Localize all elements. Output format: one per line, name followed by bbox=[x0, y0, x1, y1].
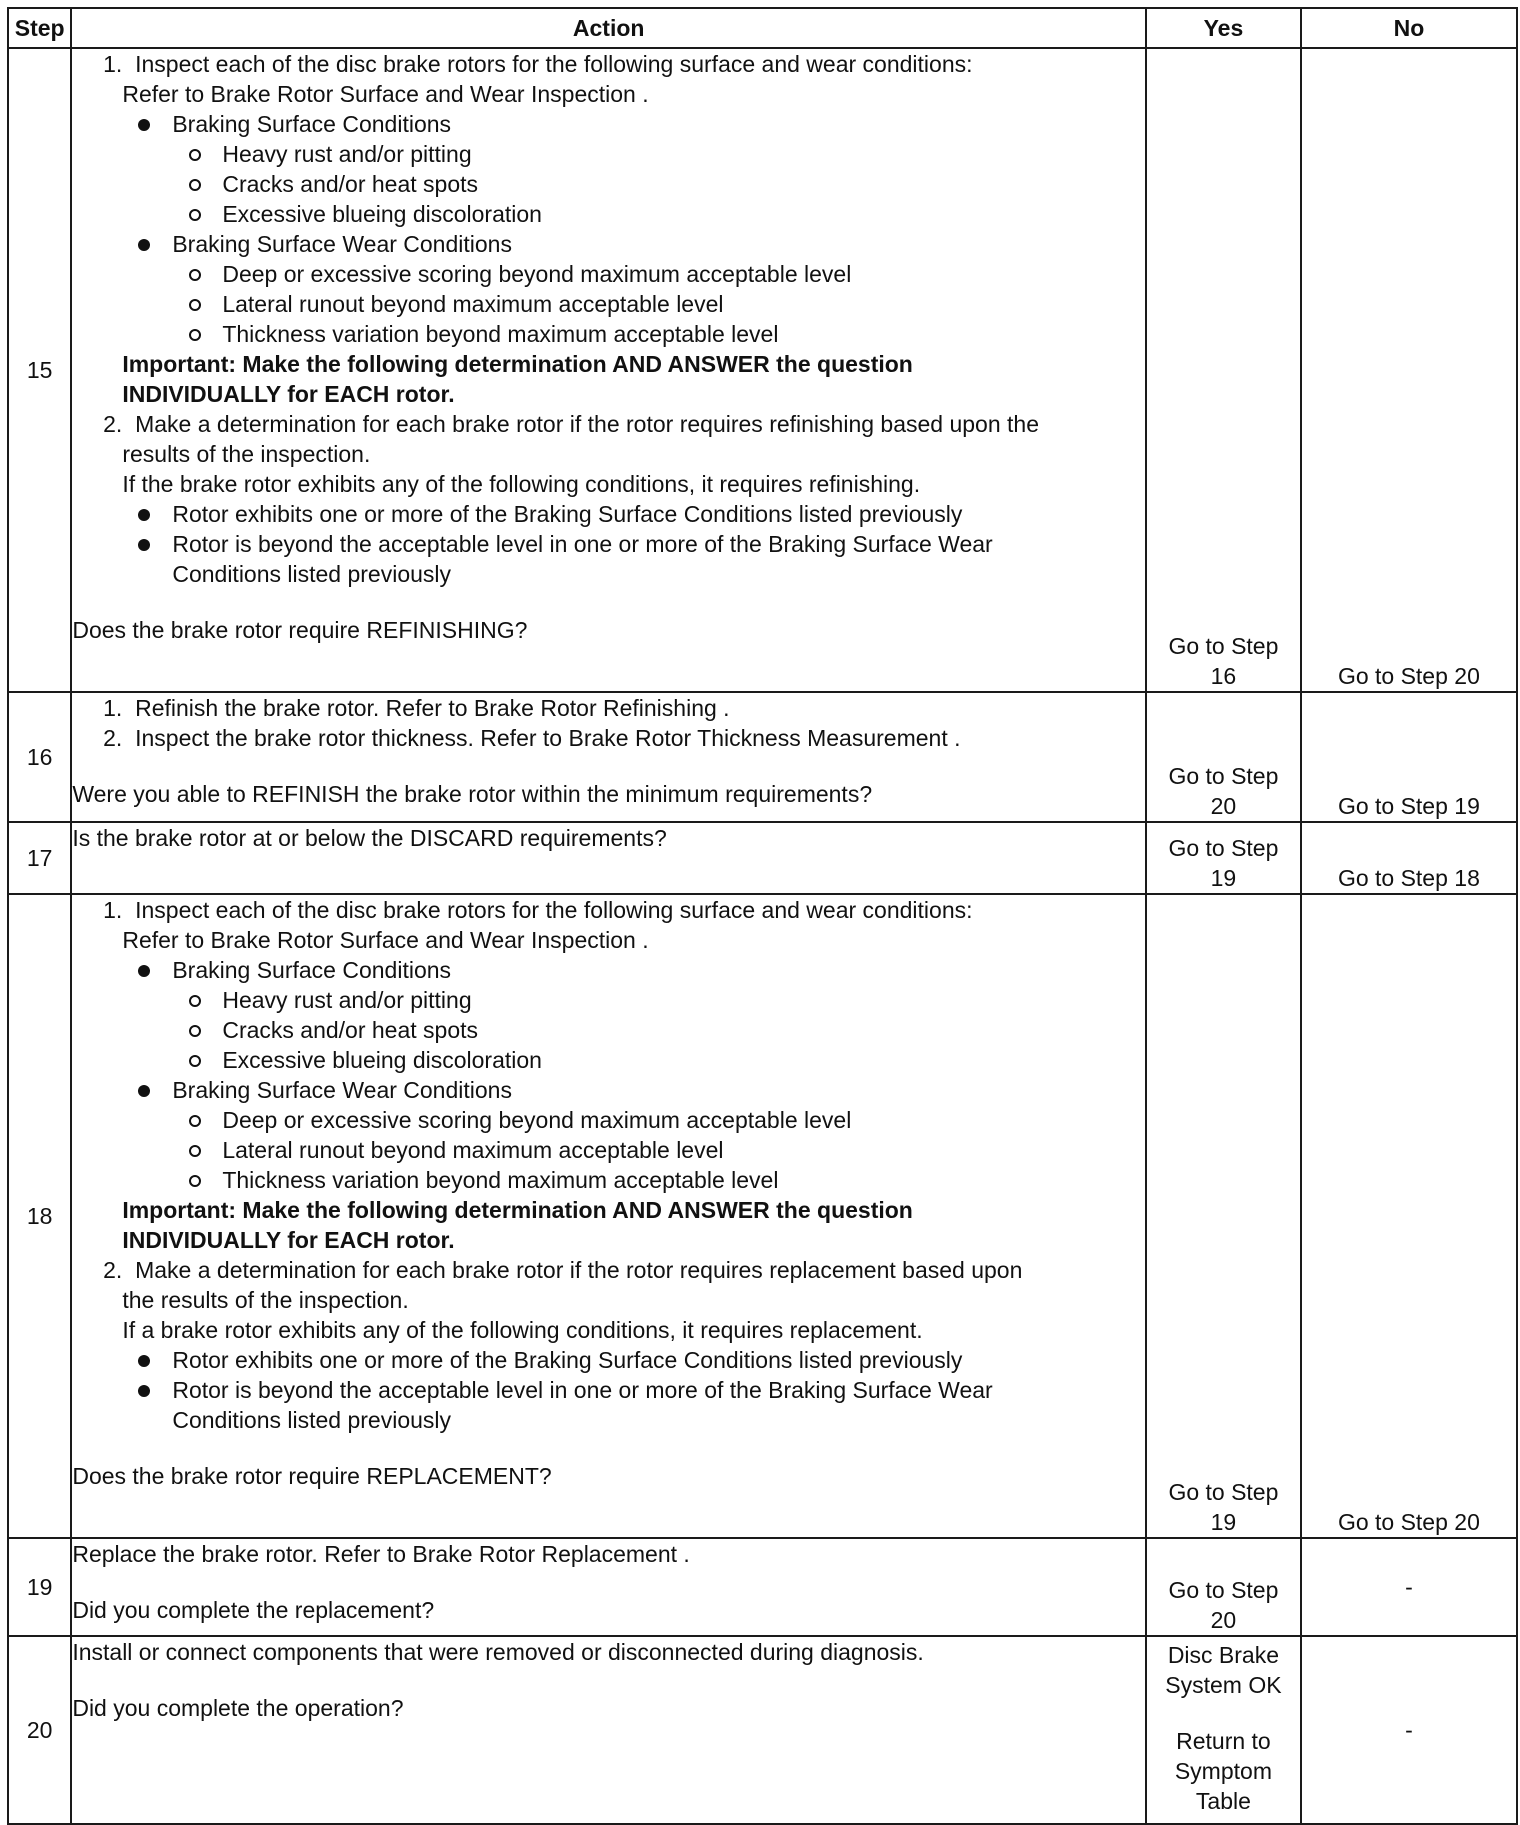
yes-cell bbox=[1146, 1636, 1301, 1824]
important-note-cont: INDIVIDUALLY for EACH rotor. bbox=[122, 381, 455, 407]
yes-text: Table bbox=[1195, 1788, 1251, 1814]
list-item bbox=[72, 1345, 1145, 1375]
bullet-text-cont: Conditions listed previously bbox=[172, 1407, 452, 1433]
list-item bbox=[72, 49, 1145, 79]
item-text-cont: results of the inspection. bbox=[122, 441, 371, 467]
item-text: Inspect each of the disc brake rotors for the following surface and wear conditions: bbox=[135, 897, 973, 923]
item-text-cont: If the brake rotor exhibits any of the following conditions, it requires refinishing. bbox=[122, 471, 921, 497]
item-text: Inspect the brake rotor thickness. Refer to Brake Rotor Thickness Measurement . bbox=[135, 725, 961, 751]
list-item bbox=[72, 955, 1145, 985]
action-cell bbox=[71, 1636, 1146, 1824]
question-text: Does the brake rotor require REFINISHING? bbox=[72, 617, 528, 643]
important-note-cont: INDIVIDUALLY for EACH rotor. bbox=[122, 1227, 455, 1253]
yes-text: Return to bbox=[1176, 1728, 1271, 1754]
bullet-icon bbox=[130, 955, 172, 985]
table-row-step-18 bbox=[8, 894, 1517, 1538]
bullet-text: Cracks and/or heat spots bbox=[222, 171, 479, 197]
list-item bbox=[72, 985, 1145, 1015]
bullet-text: Thickness variation beyond maximum acceptable level bbox=[222, 1167, 779, 1193]
bullet-text: Rotor is beyond the acceptable level in one or more of the Braking Surface Wear bbox=[172, 531, 993, 557]
circle-bullet-icon bbox=[180, 1045, 222, 1075]
bullet-text: Heavy rust and/or pitting bbox=[222, 141, 472, 167]
circle-bullet-icon bbox=[180, 289, 222, 319]
bullet-text: Lateral runout beyond maximum acceptable level bbox=[222, 291, 724, 317]
list-item bbox=[72, 499, 1145, 529]
item-number: 1. bbox=[103, 897, 123, 923]
list-item bbox=[72, 1255, 1145, 1285]
no-cell: Go to Step 20 bbox=[1301, 48, 1517, 692]
list-item bbox=[72, 1165, 1145, 1195]
action-cell bbox=[71, 1538, 1146, 1636]
item-text: Refinish the brake rotor. Refer to Brake Rotor Refinishing . bbox=[135, 695, 730, 721]
list-item bbox=[72, 723, 1145, 753]
yes-text: System OK bbox=[1165, 1672, 1282, 1698]
yes-step: 20 bbox=[1210, 1607, 1237, 1633]
list-item bbox=[72, 1135, 1145, 1165]
circle-bullet-icon bbox=[180, 139, 222, 169]
no-cell: - bbox=[1301, 1538, 1517, 1636]
bullet-icon bbox=[130, 1375, 172, 1405]
step-number: 15 bbox=[8, 48, 71, 692]
circle-bullet-icon bbox=[180, 1015, 222, 1045]
bullet-text: Braking Surface Conditions bbox=[172, 111, 452, 137]
list-item bbox=[72, 229, 1145, 259]
yes-text: Go to Step bbox=[1168, 835, 1279, 861]
yes-cell bbox=[1146, 48, 1301, 692]
header-row bbox=[8, 8, 1517, 48]
step-number: 17 bbox=[8, 822, 71, 894]
yes-cell bbox=[1146, 822, 1301, 894]
yes-text: Symptom bbox=[1174, 1758, 1272, 1784]
bullet-text: Deep or excessive scoring beyond maximum acceptable level bbox=[222, 261, 852, 287]
question-text: Did you complete the operation? bbox=[72, 1695, 404, 1721]
list-item bbox=[72, 199, 1145, 229]
list-item bbox=[72, 1375, 1145, 1405]
yes-step: 19 bbox=[1210, 1509, 1237, 1535]
action-cell bbox=[71, 822, 1146, 894]
yes-step: 16 bbox=[1210, 663, 1237, 689]
action-text: Replace the brake rotor. Refer to Brake Rotor Replacement . bbox=[72, 1541, 690, 1567]
circle-bullet-icon bbox=[180, 985, 222, 1015]
diagnostic-table bbox=[7, 7, 1518, 1825]
important-note: Important: Make the following determination AND ANSWER the question bbox=[122, 1197, 913, 1223]
bullet-text: Deep or excessive scoring beyond maximum acceptable level bbox=[222, 1107, 852, 1133]
item-text: Make a determination for each brake rotor if the rotor requires replacement based upon bbox=[135, 1257, 1023, 1283]
item-text: Inspect each of the disc brake rotors for the following surface and wear conditions: bbox=[135, 51, 973, 77]
yes-text: Go to Step bbox=[1168, 1479, 1279, 1505]
bullet-text-cont: Conditions listed previously bbox=[172, 561, 452, 587]
list-item bbox=[72, 693, 1145, 723]
table-row-step-16 bbox=[8, 692, 1517, 822]
list-item bbox=[72, 109, 1145, 139]
item-number: 1. bbox=[103, 695, 123, 721]
step-number: 18 bbox=[8, 894, 71, 1538]
bullet-text: Excessive blueing discoloration bbox=[222, 201, 542, 227]
bullet-text: Excessive blueing discoloration bbox=[222, 1047, 542, 1073]
list-item bbox=[72, 1075, 1145, 1105]
item-text: Make a determination for each brake rotor if the rotor requires refinishing based upon the bbox=[135, 411, 1040, 437]
bullet-text: Braking Surface Conditions bbox=[172, 957, 452, 983]
yes-text: Disc Brake bbox=[1167, 1642, 1280, 1668]
item-number: 2. bbox=[103, 411, 123, 437]
no-cell: Go to Step 20 bbox=[1301, 894, 1517, 1538]
list-item bbox=[72, 895, 1145, 925]
yes-cell bbox=[1146, 894, 1301, 1538]
circle-bullet-icon bbox=[180, 1105, 222, 1135]
bullet-text: Heavy rust and/or pitting bbox=[222, 987, 472, 1013]
question-text: Does the brake rotor require REPLACEMENT? bbox=[72, 1463, 552, 1489]
bullet-text: Cracks and/or heat spots bbox=[222, 1017, 479, 1043]
list-item bbox=[72, 169, 1145, 199]
bullet-icon bbox=[130, 109, 172, 139]
step-number: 19 bbox=[8, 1538, 71, 1636]
table-row-step-19 bbox=[8, 1538, 1517, 1636]
header-action: Action bbox=[71, 8, 1146, 48]
bullet-text: Rotor exhibits one or more of the Braking Surface Conditions listed previously bbox=[172, 501, 963, 527]
item-number: 2. bbox=[103, 725, 123, 751]
header-yes: Yes bbox=[1146, 8, 1301, 48]
no-cell: - bbox=[1301, 1636, 1517, 1824]
question-text: Is the brake rotor at or below the DISCARD requirements? bbox=[72, 825, 667, 851]
list-item bbox=[72, 1045, 1145, 1075]
item-text-cont: Refer to Brake Rotor Surface and Wear Inspection . bbox=[122, 927, 649, 953]
table-row-step-17 bbox=[8, 822, 1517, 894]
list-item bbox=[72, 289, 1145, 319]
item-text-cont: If a brake rotor exhibits any of the following conditions, it requires replacement. bbox=[122, 1317, 923, 1343]
bullet-icon bbox=[130, 1075, 172, 1105]
yes-text: Go to Step bbox=[1168, 763, 1279, 789]
action-cell bbox=[71, 692, 1146, 822]
circle-bullet-icon bbox=[180, 199, 222, 229]
question-text: Were you able to REFINISH the brake rotor within the minimum requirements? bbox=[72, 781, 873, 807]
bullet-text: Thickness variation beyond maximum acceptable level bbox=[222, 321, 779, 347]
list-item bbox=[72, 409, 1145, 439]
bullet-text: Braking Surface Wear Conditions bbox=[172, 1077, 512, 1103]
circle-bullet-icon bbox=[180, 1135, 222, 1165]
circle-bullet-icon bbox=[180, 259, 222, 289]
header-no: No bbox=[1301, 8, 1517, 48]
bullet-icon bbox=[130, 529, 172, 559]
item-text-cont: Refer to Brake Rotor Surface and Wear Inspection . bbox=[122, 81, 649, 107]
list-item bbox=[72, 1015, 1145, 1045]
table-row-step-15 bbox=[8, 48, 1517, 692]
bullet-text: Braking Surface Wear Conditions bbox=[172, 231, 512, 257]
list-item bbox=[72, 259, 1145, 289]
circle-bullet-icon bbox=[180, 319, 222, 349]
yes-text: Go to Step bbox=[1168, 1577, 1279, 1603]
item-number: 2. bbox=[103, 1257, 123, 1283]
item-text-cont: the results of the inspection. bbox=[122, 1287, 409, 1313]
bullet-text: Rotor is beyond the acceptable level in one or more of the Braking Surface Wear bbox=[172, 1377, 993, 1403]
circle-bullet-icon bbox=[180, 169, 222, 199]
bullet-icon bbox=[130, 1345, 172, 1375]
action-cell bbox=[71, 48, 1146, 692]
yes-step: 20 bbox=[1210, 793, 1237, 819]
list-item bbox=[72, 319, 1145, 349]
bullet-text: Rotor exhibits one or more of the Braking Surface Conditions listed previously bbox=[172, 1347, 963, 1373]
yes-cell bbox=[1146, 1538, 1301, 1636]
bullet-icon bbox=[130, 499, 172, 529]
action-text: Install or connect components that were removed or disconnected during diagnosis. bbox=[72, 1639, 924, 1665]
bullet-text: Lateral runout beyond maximum acceptable level bbox=[222, 1137, 724, 1163]
question-text: Did you complete the replacement? bbox=[72, 1597, 435, 1623]
item-number: 1. bbox=[103, 51, 123, 77]
list-item bbox=[72, 1105, 1145, 1135]
list-item bbox=[72, 529, 1145, 559]
table-row-step-20 bbox=[8, 1636, 1517, 1824]
circle-bullet-icon bbox=[180, 1165, 222, 1195]
header-step: Step bbox=[8, 8, 71, 48]
step-number: 20 bbox=[8, 1636, 71, 1824]
yes-cell bbox=[1146, 692, 1301, 822]
important-note: Important: Make the following determination AND ANSWER the question bbox=[122, 351, 913, 377]
yes-step: 19 bbox=[1210, 865, 1237, 891]
yes-text: Go to Step bbox=[1168, 633, 1279, 659]
no-cell: Go to Step 18 bbox=[1301, 822, 1517, 894]
bullet-icon bbox=[130, 229, 172, 259]
no-cell: Go to Step 19 bbox=[1301, 692, 1517, 822]
list-item bbox=[72, 139, 1145, 169]
action-cell bbox=[71, 894, 1146, 1538]
step-number: 16 bbox=[8, 692, 71, 822]
